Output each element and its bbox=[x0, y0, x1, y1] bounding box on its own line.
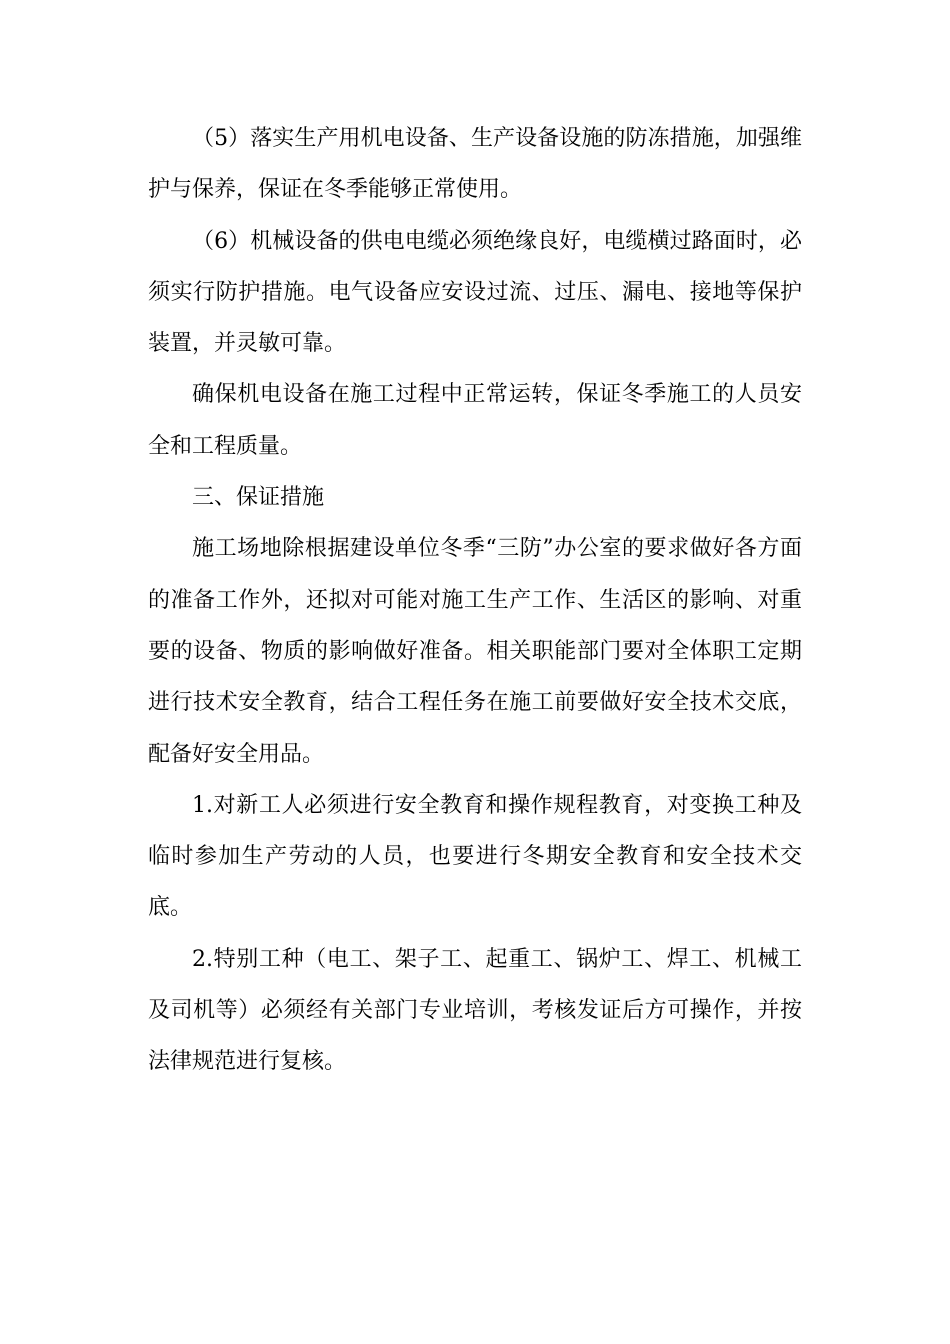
paragraph-point-1: 1.对新工人必须进行安全教育和操作规程教育，对变换工种及临时参加生产劳动的人员，也要进行冬期安全教育和安全技术交底。 bbox=[148, 792, 802, 921]
document-body bbox=[148, 113, 802, 1088]
paragraph-intro: 施工场地除根据建设单位冬季“三防”办公室的要求做好各方面的准备工作外，还拟对可能对施工生产工作、生活区的影响、对重要的设备、物质的影响做好准备。相关职能部门要对全体职工定期进行技术安全教育，结合工程任务在施工前要做好安全技术交底，配备好安全用品。 bbox=[148, 536, 802, 767]
paragraph-summary: 确保机电设备在施工过程中正常运转，保证冬季施工的人员安全和工程质量。 bbox=[148, 382, 802, 459]
section-heading: 三、保证措施 bbox=[192, 485, 325, 511]
paragraph-point-2: 2.特别工种（电工、架子工、起重工、锅炉工、焊工、机械工及司机等）必须经有关部门专业培训，考核发证后方可操作，并按法律规范进行复核。 bbox=[148, 946, 802, 1075]
paragraph-item-5: （5）落实生产用机电设备、生产设备设施的防冻措施，加强维护与保养，保证在冬季能够正常使用。 bbox=[148, 126, 802, 203]
paragraph-item-6: （6）机械设备的供电电缆必须绝缘良好，电缆横过路面时，必须实行防护措施。电气设备应安设过流、过压、漏电、接地等保护装置，并灵敏可靠。 bbox=[148, 228, 802, 357]
